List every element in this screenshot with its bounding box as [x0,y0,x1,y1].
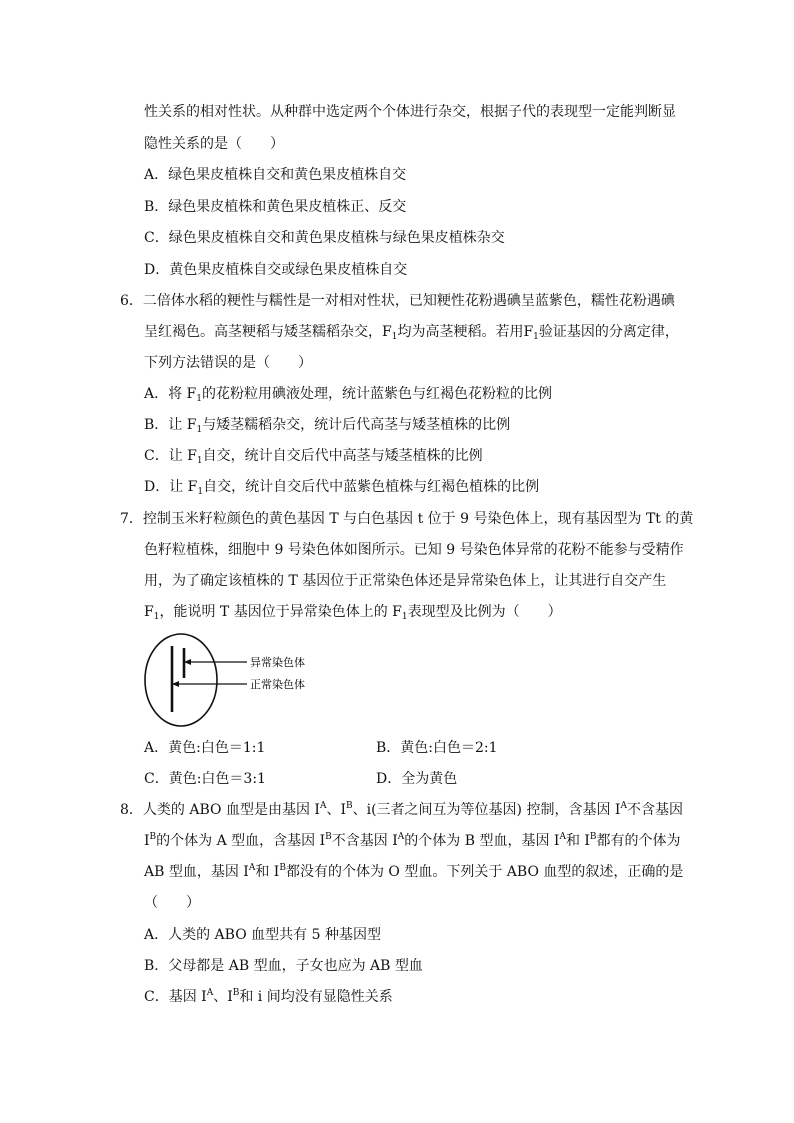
q8-l2-b: 的个体为 A 型血，含基因 I [156,833,326,849]
q5-option-d: D．黄色果皮植株自交或绿色果皮植株自交 [144,262,408,278]
q6-optB-sub: 1 [196,425,203,435]
q7-option-b: B．黄色:白色＝2:1 [376,740,498,756]
q8-option-a: A．人类的 ABO 血型共有 5 种基因型 [144,927,381,943]
q6-optA-b: 的花粉粒用碘液处理，统计蓝紫色与红褐色花粉粒的比例 [202,386,553,402]
q8-l2-sup4: A [559,832,566,842]
q8-l3-c: 都没有的个体为 O 型血。下列关于 ABO 血型的叙述，正确的是 [285,864,684,880]
q8-optC-sup2: B [232,988,240,998]
q8-optC-sup1: A [206,988,214,998]
q8-l2-sup5: B [589,832,597,842]
q7-line4-sub1: 1 [153,612,160,622]
q6-optA-sub: 1 [196,394,203,404]
q8-stem-line3 [144,862,683,882]
q6-option-a [144,384,552,404]
q7-option-d: D．全为黄色 [376,771,458,787]
q6-line2-c: 验证基因的分离定律， [538,324,679,340]
label-abnormal-chromosome: 异常染色体 [250,656,305,669]
chromosome-figure [144,632,344,728]
q7-line4-a: F [144,604,154,620]
q6-optB-b: 与矮茎糯稻杂交，统计后代高茎与矮茎植株的比例 [202,417,511,433]
q7-option-c: C．黄色:白色＝3:1 [144,771,266,787]
q5-option-c: C．绿色果皮植株自交和黄色果皮植株与绿色果皮植株杂交 [144,230,505,246]
q8-l2-sup2: B [325,832,332,842]
q8-l2-f: 都有的个体为 [596,833,681,849]
q8-l2-d: 的个体为 B 型血，基因 I [404,833,560,849]
q8-l2-c: 不含基因 I [331,833,398,849]
q6-line2-a: 呈红褐色。高茎粳稻与矮茎糯稻杂交，F [144,324,392,340]
q8-option-c [144,987,393,1007]
q7-line4-sub2: 1 [401,612,408,622]
q8-l1-sup2: B [345,801,353,811]
q6-optC-a: C．让 F [144,448,197,464]
q6-line2-b: 均为高茎粳稻。若用F [397,324,534,340]
q8-l1-sup3: A [620,801,627,811]
q7-stem-line2: 色籽粒植株，细胞中 9 号染色体如图所示。已知 9 号染色体异常的花粉不能参与受精作 [144,542,684,558]
cell-outline [145,634,217,726]
q5-option-a: A．绿色果皮植株自交和黄色果皮植株自交 [144,167,407,183]
q8-l1-d: 不含基因 [626,802,683,818]
q6-stem-line2 [144,322,679,342]
q6-optD-a: D．让 F [144,479,198,495]
q8-l1-b: 、I [326,802,346,818]
q6-optD-b: 自交，统计自交后代中蓝紫色植株与红褐色植株的比例 [203,479,540,495]
q5-option-b: B．绿色果皮植株和黄色果皮植株正、反交 [144,199,407,215]
q5-stem-line1: 性关系的相对性状。从种群中选定两个个体进行杂交，根据子代的表现型一定能判断显 [144,104,676,120]
q6-option-c [144,446,483,466]
q6-optB-a: B．让 F [144,417,197,433]
q8-l2-a: I [144,833,150,849]
q8-optC-c: 和 i 间均没有显隐性关系 [239,989,393,1005]
q6-option-d [144,477,539,497]
q8-l1-c: 、i(三者之间互为等位基因) 控制，含基因 I [352,802,621,818]
q8-stem-line1 [120,800,683,820]
q7-line4-b: ，能说明 T 基因位于异常染色体上的 F [159,604,402,620]
q8-l3-sup2: B [279,863,286,873]
q6-number: 6． [120,293,143,309]
q8-number: 8． [120,802,143,818]
q7-stem-line1 [120,509,693,529]
q8-l3-sup1: A [248,863,256,873]
label-normal-chromosome: 正常染色体 [250,678,305,691]
q8-l2-sup1: B [149,832,157,842]
q6-optA-a: A．将 F [144,386,197,402]
q7-number: 7． [120,511,143,527]
q6-line2-sub2: 1 [533,332,539,342]
q6-line1-text: 二倍体水稻的粳性与糯性是一对相对性状，已知粳性花粉遇碘呈蓝紫色，糯性花粉遇碘 [142,293,675,309]
q7-stem-line4 [144,602,562,622]
q8-stem-line2 [144,831,681,851]
q6-optC-b: 自交，统计自交后代中高茎与矮茎植株的比例 [202,448,483,464]
q7-option-a: A．黄色:白色＝1:1 [144,740,266,756]
q8-l3-b: 和 I [255,864,280,880]
q8-l3-a: AB 型血，基因 I [144,864,249,880]
q7-stem-line3: 用，为了确定该植株的 T 基因位于正常染色体还是异常染色体上，让其进行自交产生 [144,573,667,589]
q7-line4-c: 表现型及比例为（ ） [407,604,562,620]
q6-optD-sub: 1 [197,487,204,497]
q6-option-b [144,415,510,435]
q8-optC-a: C．基因 I [144,989,207,1005]
q8-option-b: B．父母都是 AB 型血，子女也应为 AB 型血 [144,958,423,974]
q8-l2-e: 和 I [565,833,590,849]
q8-stem-line4: （ ） [144,895,200,911]
q8-l2-sup3: A [397,832,405,842]
q6-stem-line3: 下列方法错误的是（ ） [144,355,312,371]
q6-optC-sub: 1 [196,456,203,466]
q8-l1-sup1: A [319,801,327,811]
q7-line1-text: 控制玉米籽粒颜色的黄色基因 T 与白色基因 t 位于 9 号染色体上，现有基因型为 Tt 的黄 [142,511,694,527]
q8-optC-b: 、I [213,989,233,1005]
q6-stem-line1 [120,291,675,311]
q6-line2-sub1: 1 [391,332,398,342]
q8-l1-a: 人类的 ABO 血型是由基因 I [142,802,320,818]
q5-stem-line2: 隐性关系的是（ ） [144,136,284,152]
